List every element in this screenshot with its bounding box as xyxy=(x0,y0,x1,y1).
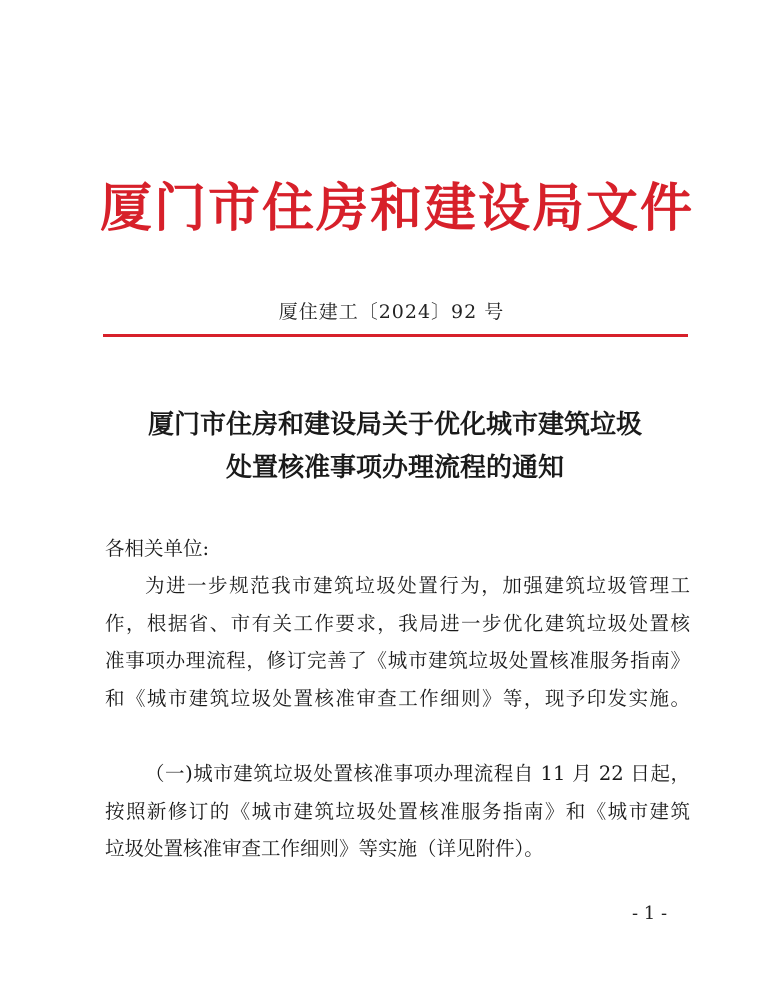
paragraph-line: （一)城市建筑垃圾处置核准事项办理流程自 11 月 22 日起， xyxy=(145,762,690,785)
paragraph-line: 垃圾处置核准审查工作细则》等实施（详见附件）。 xyxy=(105,837,544,860)
red-divider-line xyxy=(103,334,688,337)
page-number: - 1 - xyxy=(632,903,668,924)
paragraph-line: 准事项办理流程，修订完善了《城市建筑垃圾处置核准服务指南》 xyxy=(105,649,690,672)
paragraph-1 xyxy=(105,567,690,717)
paragraph-2 xyxy=(105,755,690,868)
notice-title-line: 处置核准事项办理流程的通知 xyxy=(225,453,564,483)
paragraph-line: 和《城市建筑垃圾处置核准审查工作细则》等，现予印发实施。 xyxy=(105,686,690,710)
document-number: 厦住建工〔2024〕92 号 xyxy=(278,301,505,323)
salutation: 各相关单位: xyxy=(105,537,210,560)
notice-title xyxy=(95,404,695,490)
paragraph-line: 按照新修订的《城市建筑垃圾处置核准服务指南》和《城市建筑 xyxy=(105,799,690,823)
paragraph-line: 作，根据省、市有关工作要求，我局进一步优化建筑垃圾处置核 xyxy=(105,611,690,635)
paragraph-line: 为进一步规范我市建筑垃圾处置行为，加强建筑垃圾管理工 xyxy=(145,574,690,597)
notice-title-line: 厦门市住房和建设局关于优化城市建筑垃圾 xyxy=(147,410,642,440)
agency-header-title: 厦门市住房和建设局文件 xyxy=(100,178,695,239)
